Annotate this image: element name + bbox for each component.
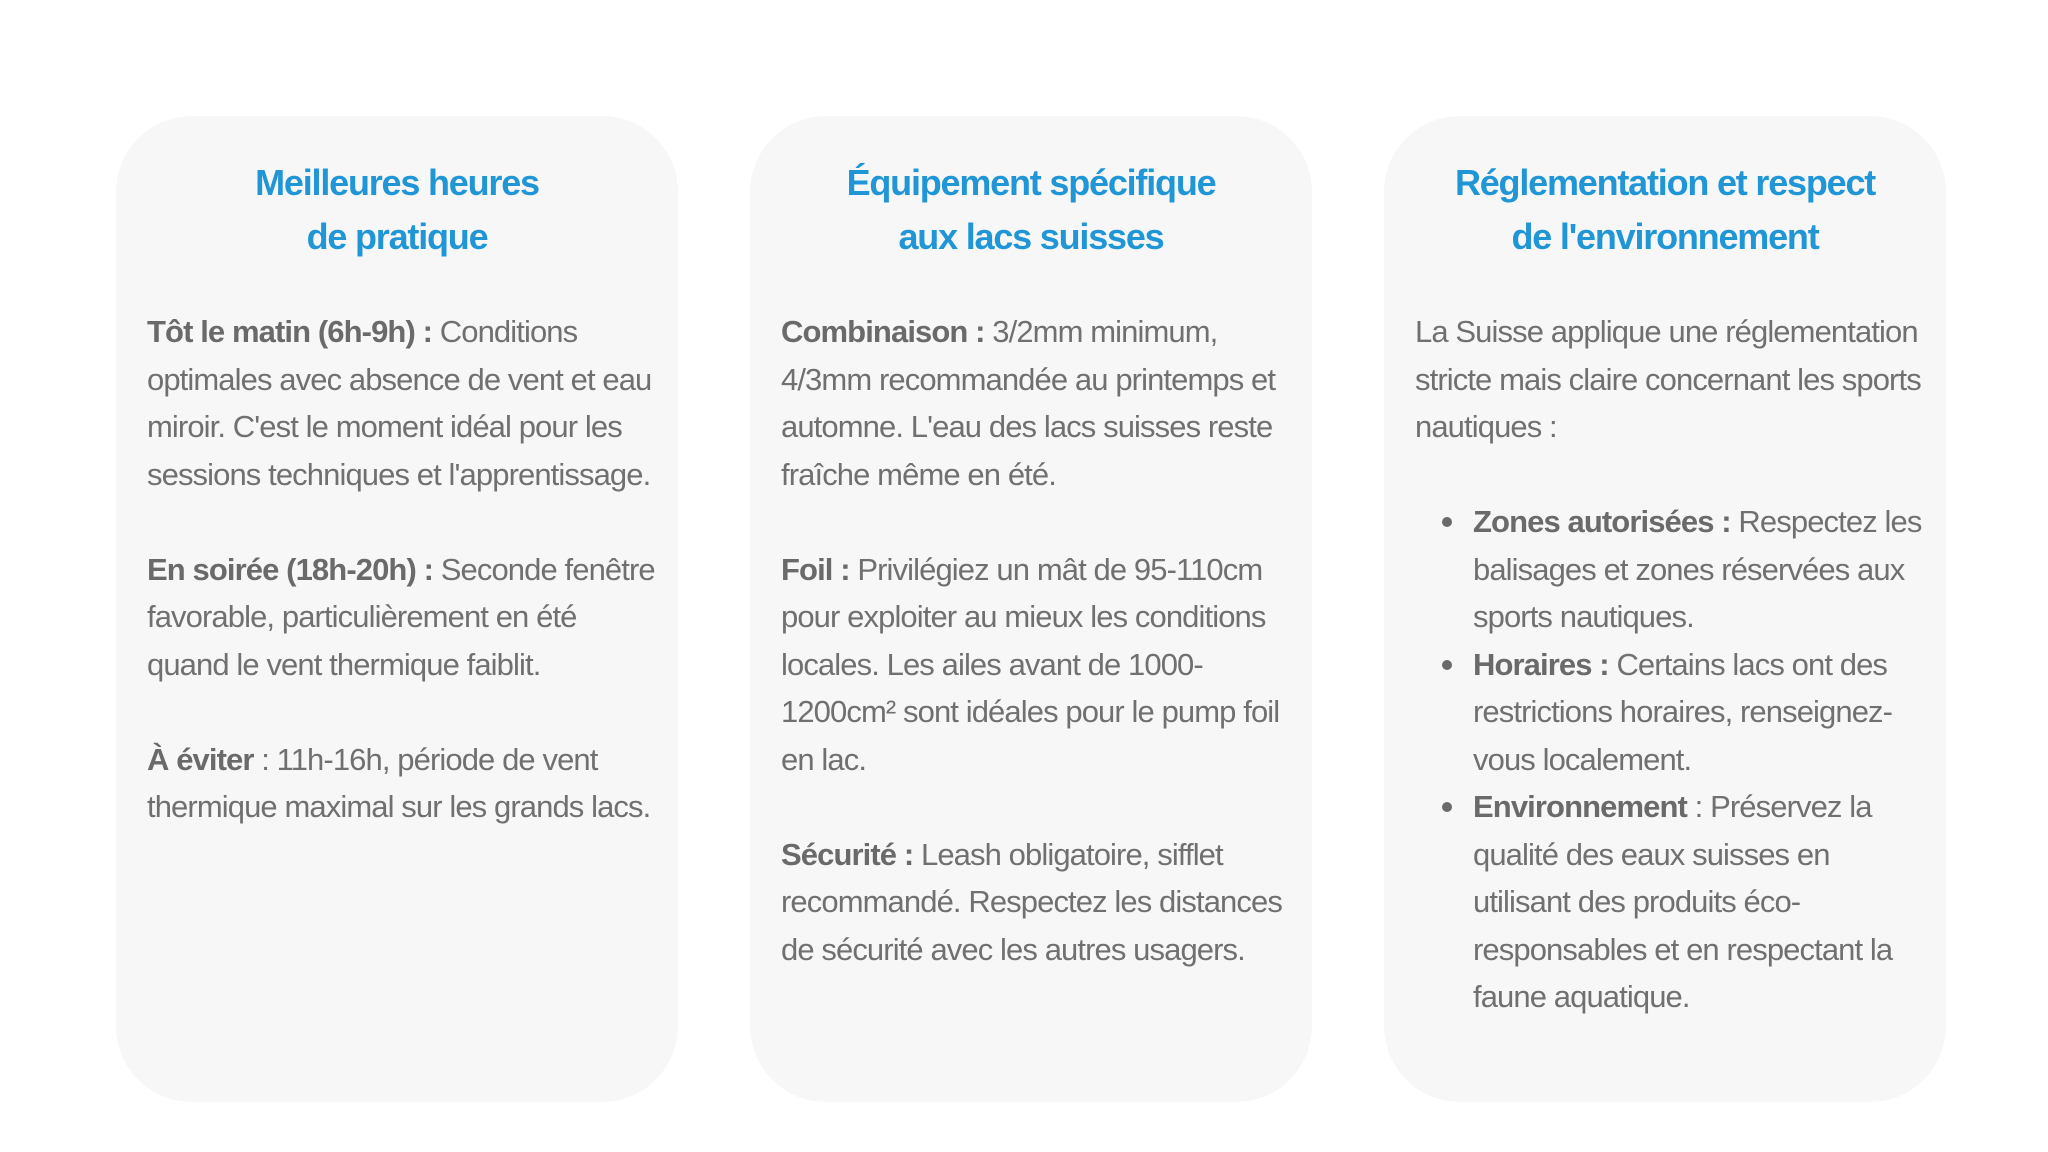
list-item — [1473, 641, 1928, 784]
paragraph-evening — [147, 546, 660, 689]
bullet-icon — [1442, 517, 1452, 527]
bullet-icon — [1442, 802, 1452, 812]
card-regulations — [1384, 116, 1946, 1102]
card-equipment — [750, 116, 1312, 1102]
list-item-text: Respectez les balisages et zones réservées aux sports nautiques. — [1473, 504, 1922, 634]
paragraph-early-morning — [147, 308, 660, 498]
card-best-hours — [116, 116, 678, 1102]
bullet-icon — [1442, 660, 1452, 670]
card-title — [750, 156, 1312, 264]
paragraph-text: : 11h-16h, période de vent thermique maximal sur les grands lacs. — [147, 741, 651, 824]
card-body — [147, 308, 660, 831]
list-item-text: Certains lacs ont des restrictions horaires, renseignez-vous localement. — [1473, 646, 1893, 777]
paragraph-label: À éviter — [147, 741, 254, 777]
paragraph-label: Foil : — [781, 551, 850, 587]
card-title-line: aux lacs suisses — [898, 216, 1164, 257]
paragraph-safety — [781, 831, 1294, 974]
card-title-line: de pratique — [306, 216, 488, 257]
paragraph-avoid — [147, 736, 660, 831]
paragraph-wetsuit — [781, 308, 1294, 498]
card-title-line: Équipement spécifique — [846, 162, 1216, 203]
list-item-label: Zones autorisées : — [1473, 504, 1731, 539]
card-title-line: de l'environnement — [1511, 216, 1819, 257]
paragraph-label: Tôt le matin (6h-9h) : — [147, 314, 433, 349]
list-item — [1473, 783, 1928, 1021]
rules-list — [1415, 498, 1928, 1021]
paragraph-text: Privilégiez un mât de 95-110cm pour exploiter au mieux les conditions locales. Les ailes avant de 1000-1200cm² sont idéales pour le pump foil en lac. — [781, 551, 1280, 777]
card-body — [781, 308, 1294, 973]
paragraph-text: Leash obligatoire, sifflet recommandé. Respectez les distances de sécurité avec les autres usagers. — [781, 836, 1282, 967]
card-title-line: Réglementation et respect — [1454, 162, 1876, 203]
paragraph-text: Seconde fenêtre favorable, particulièrement en été quand le vent thermique faiblit. — [147, 551, 655, 682]
paragraph-label: Combinaison : — [781, 314, 985, 349]
card-body — [1415, 308, 1928, 1021]
list-item-label: Environnement — [1473, 789, 1687, 824]
paragraph-intro: La Suisse applique une réglementation stricte mais claire concernant les sports nautiques : — [1415, 314, 1921, 444]
list-item-label: Horaires : — [1473, 646, 1609, 682]
paragraph-label: En soirée (18h-20h) : — [147, 551, 434, 587]
card-title-line: Meilleures heures — [255, 162, 539, 203]
paragraph-text: Conditions optimales avec absence de vent et eau miroir. C'est le moment idéal pour les sessions techniques et l'apprentissage. — [147, 314, 652, 492]
paragraph-text: 3/2mm minimum, 4/3mm recommandée au printemps et automne. L'eau des lacs suisses reste fraîche même en été. — [781, 314, 1276, 492]
list-item — [1473, 498, 1928, 641]
card-title — [116, 156, 678, 264]
list-item-text: : Préservez la qualité des eaux suisses en utilisant des produits éco-responsables et en respectant la faune aquatique. — [1473, 789, 1893, 1014]
paragraph-foil — [781, 546, 1294, 784]
paragraph-label: Sécurité : — [781, 836, 914, 872]
card-title — [1384, 156, 1946, 264]
